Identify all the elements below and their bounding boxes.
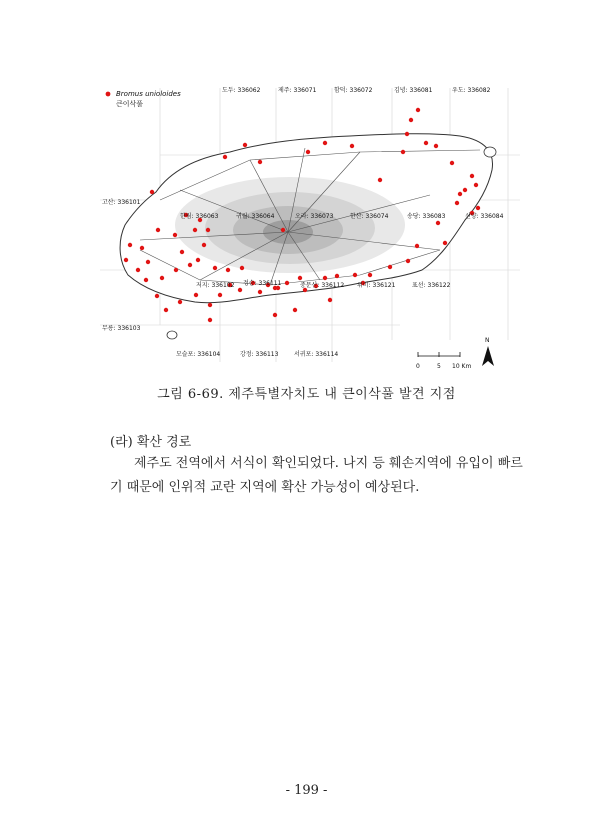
paragraph-line: 제주도 전역에서 서식이 확인되었다. 나지 등 훼손지역에 유입이 빠르: [134, 456, 523, 471]
body-paragraph: [110, 452, 530, 500]
grid-label: 도두: 336062: [222, 87, 261, 94]
scale-tick: 10 Km: [452, 363, 472, 370]
grid-label: 위미: 336121: [357, 282, 396, 289]
udo-islet: [484, 147, 496, 157]
legend-latin: Bromus unioloides: [116, 90, 181, 98]
grid-label: 저지: 336102: [196, 282, 235, 289]
grid-label: 무릉: 336103: [102, 325, 141, 332]
north-label: N: [485, 337, 490, 344]
grid-label: 강정: 336113: [240, 351, 279, 358]
paragraph-line: 기 때문에 인위적 교란 지역에 확산 가능성이 예상된다.: [110, 480, 420, 495]
grid-label: 표선: 336122: [412, 282, 451, 289]
jeju-map: [100, 80, 520, 370]
grid-label: 모슬포: 336104: [176, 351, 221, 358]
north-arrow-icon: [482, 337, 494, 366]
scale-tick: 5: [437, 363, 441, 370]
grid-label: 오라: 336073: [295, 213, 334, 220]
grid-label: 중문산: 336112: [300, 282, 345, 289]
grid-label: 함덕: 336072: [334, 87, 373, 94]
grid-label: 한림: 336063: [180, 213, 219, 220]
page-number: - 199 -: [285, 783, 328, 798]
grid-label: 귀월: 336064: [236, 213, 275, 220]
section-heading: (라) 확산 경로: [110, 435, 192, 450]
grid-label: 서귀포: 336114: [294, 351, 339, 358]
grid-label: 우도: 336082: [452, 87, 491, 94]
grid-label: 제주: 336071: [278, 87, 317, 94]
grid-label: 고산: 336101: [102, 199, 141, 206]
grid-label: 정승: 336111: [243, 280, 282, 287]
grid-label: 한산: 336074: [350, 213, 389, 220]
gapado-islet: [167, 331, 177, 339]
grid-label: 송당: 336083: [407, 213, 446, 220]
grid-label: 신양: 336084: [465, 213, 504, 220]
scale-tick: 0: [416, 363, 420, 370]
legend-korean: 큰이삭풀: [116, 100, 144, 108]
scale-bar: [416, 352, 471, 370]
legend-marker: [106, 92, 111, 97]
grid-label: 김녕: 336081: [394, 87, 433, 94]
distribution-map-figure: [100, 80, 520, 370]
figure-caption: 그림 6-69. 제주특별자치도 내 큰이삭풀 발견 지점: [157, 387, 456, 402]
